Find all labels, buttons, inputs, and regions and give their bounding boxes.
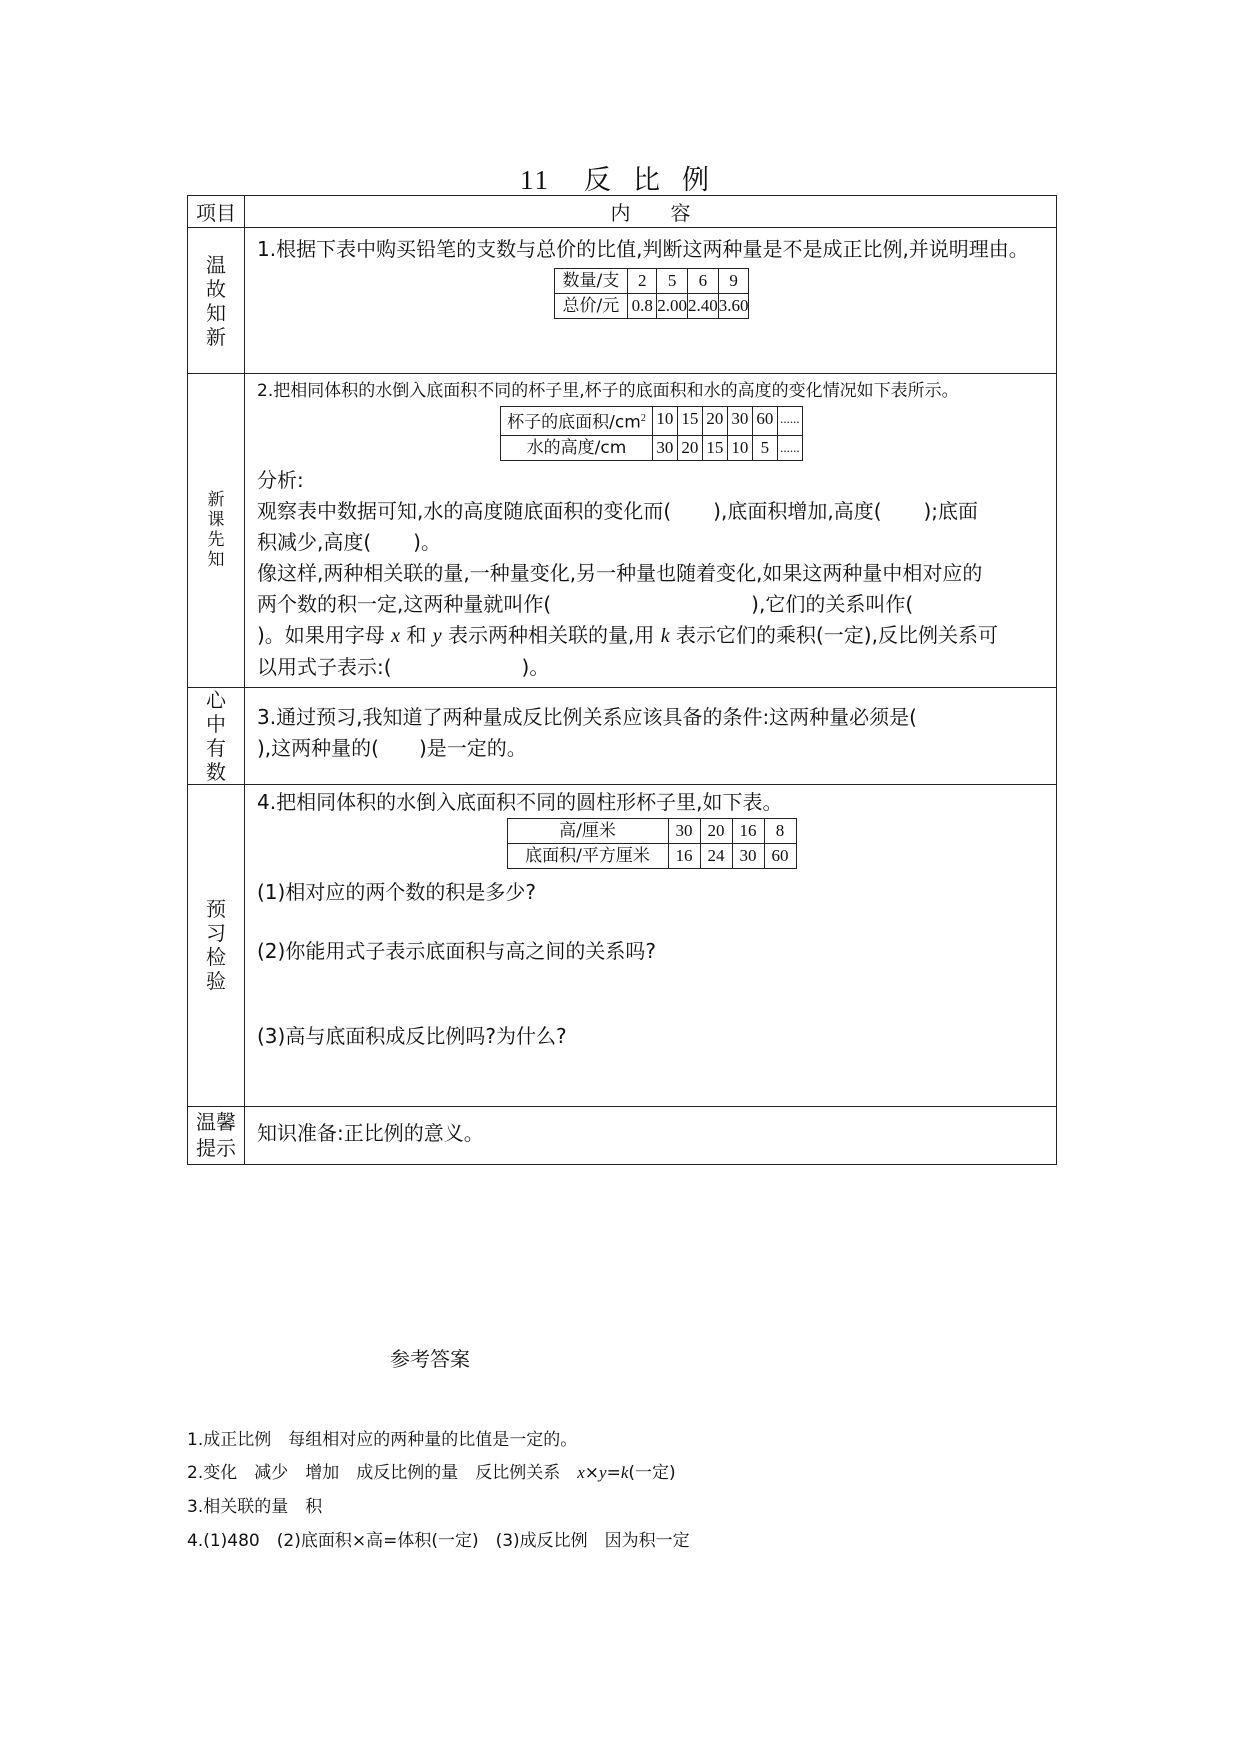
- text-span: )。: [413, 529, 441, 554]
- text-span: 表示两种相关联的量,用: [448, 622, 655, 647]
- height-area-table: [507, 818, 797, 869]
- row-label-text: 杯子的底面积/cm: [507, 412, 641, 433]
- variable-x: x: [577, 1463, 585, 1482]
- section-content-check: [245, 784, 1057, 1106]
- text-span: )。: [521, 654, 550, 679]
- section-label-preview: [188, 374, 245, 688]
- table-cell: 10: [652, 407, 677, 436]
- table-cell: 30: [727, 407, 752, 436]
- answer-4: 4.(1)480 (2)底面积×高=体积(一定) (3)成反比例 因为积一定: [187, 1531, 690, 1551]
- row-label: 水的高度/cm: [501, 435, 653, 460]
- row-label: 总价/元: [554, 294, 628, 319]
- label-char: 故: [206, 276, 226, 301]
- label-char: 预: [206, 897, 226, 922]
- table-cell: 20: [702, 407, 727, 436]
- text-span: )是一定的。: [418, 735, 527, 760]
- table-cell: 16: [732, 818, 764, 843]
- header-item: 项目: [188, 196, 245, 228]
- label-char: 新: [207, 490, 225, 511]
- variable-y: y: [432, 624, 442, 647]
- label-line: 温馨: [196, 1110, 236, 1135]
- text-span: ),这两种量的(: [257, 735, 379, 760]
- row-label: 数量/支: [554, 269, 628, 294]
- section-content-tips: [245, 1106, 1057, 1164]
- label-char: 课: [207, 510, 225, 531]
- text-span: 观察表中数据可知,水的高度随底面积的变化而(: [257, 498, 672, 523]
- section-label-tips: [188, 1106, 245, 1164]
- text-span: 2.变化 减少 增加 成反比例的量 反比例关系: [187, 1463, 578, 1483]
- title-char: 比: [633, 165, 662, 196]
- analysis-line: [257, 496, 1046, 527]
- answer-3: 3.相关联的量 积: [187, 1497, 323, 1517]
- label-char: 验: [206, 969, 226, 994]
- text-span: 以用式子表示:(: [257, 654, 392, 679]
- analysis-line: 像这样,两种相关联的量,一种量变化,另一种量也随着变化,如果这两种量中相对应的: [257, 560, 983, 585]
- question-4-text: 4.把相同体积的水倒入底面积不同的圆柱形杯子里,如下表。: [257, 789, 783, 814]
- title-char: 反: [584, 165, 613, 196]
- table-cell: 30: [732, 843, 764, 868]
- label-char: 习: [206, 921, 226, 946]
- label-line: 提示: [196, 1136, 236, 1161]
- label-char: 有: [206, 735, 226, 760]
- table-cell: 5: [752, 435, 777, 460]
- variable-x: x: [391, 624, 401, 647]
- superscript: 2: [640, 413, 646, 424]
- text-span: )。如果用字母: [257, 622, 385, 647]
- page-title: [0, 158, 1241, 197]
- title-char: 例: [682, 165, 711, 196]
- section-label-summary: [188, 687, 245, 784]
- answer-1: 1.成正比例 每组相对应的两种量的比值是一定的。: [187, 1430, 578, 1450]
- section-content-summary: [245, 687, 1057, 784]
- text-span: 表示它们的乘积(一定),反比例关系可: [676, 622, 998, 647]
- section-label-check: [188, 784, 245, 1106]
- table-cell: 8: [764, 818, 796, 843]
- section-content-preview: [245, 374, 1057, 688]
- table-cell: 9: [718, 269, 749, 294]
- row-label: [501, 407, 653, 436]
- table-cell: 60: [764, 843, 796, 868]
- cup-area-table: [500, 406, 803, 461]
- table-cell: 60: [752, 407, 777, 436]
- text-span: (一定): [628, 1463, 676, 1483]
- analysis-line: [257, 620, 1046, 652]
- label-char: 先: [207, 530, 225, 551]
- text-span: ),它们的关系叫作(: [751, 591, 914, 616]
- variable-k: k: [660, 624, 670, 647]
- label-char: 温: [206, 252, 226, 277]
- table-cell: 20: [677, 435, 702, 460]
- label-char: 中: [206, 711, 226, 736]
- pencil-price-table: [554, 268, 750, 319]
- table-cell: 5: [657, 269, 688, 294]
- times-symbol: ×: [584, 1463, 600, 1483]
- question-4-part-1: (1)相对应的两个数的积是多少?: [257, 879, 536, 904]
- question-1-text: 1.根据下表中购买铅笔的支数与总价的比值,判断这两种量是不是成正比例,并说明理由。: [257, 237, 1029, 261]
- table-cell: 24: [700, 843, 732, 868]
- equals-symbol: =: [606, 1463, 621, 1483]
- label-char: 新: [206, 324, 226, 349]
- table-cell: 6: [687, 269, 718, 294]
- label-char: 知: [207, 550, 225, 571]
- question-3-line: 3.通过预习,我知道了两种量成反比例关系应该具备的条件:这两种量必须是(: [257, 704, 917, 729]
- question-2-text: 2.把相同体积的水倒入底面积不同的杯子里,杯子的底面积和水的高度的变化情况如下表所示。: [257, 381, 959, 401]
- label-char: 心: [206, 687, 226, 712]
- text-span: 和: [406, 622, 427, 647]
- header-content: 内 容: [245, 196, 1057, 228]
- table-cell: 10: [727, 435, 752, 460]
- answers-title: 参考答案: [390, 1347, 470, 1371]
- label-char: 数: [206, 759, 226, 784]
- table-cell: 2.40: [687, 294, 718, 319]
- question-3-line: [257, 733, 1046, 764]
- analysis-line: [257, 589, 1046, 620]
- table-cell: 3.60: [718, 294, 749, 319]
- variable-y: y: [599, 1463, 607, 1482]
- table-cell: 30: [652, 435, 677, 460]
- text-span: 积减少,高度(: [257, 529, 372, 554]
- label-char: 检: [206, 945, 226, 970]
- table-cell: 30: [668, 818, 700, 843]
- text-span: );底面: [923, 498, 979, 523]
- row-label: 底面积/平方厘米: [507, 843, 668, 868]
- table-cell: 20: [700, 818, 732, 843]
- table-cell: 16: [668, 843, 700, 868]
- question-4-part-2: (2)你能用式子表示底面积与高之间的关系吗?: [257, 938, 656, 963]
- table-cell: 2.00: [657, 294, 688, 319]
- tips-text: 知识准备:正比例的意义。: [257, 1120, 484, 1145]
- lesson-number: 11: [520, 165, 550, 195]
- analysis-title: 分析:: [257, 467, 304, 492]
- table-cell: 0.8: [628, 294, 657, 319]
- row-label: 高/厘米: [507, 818, 668, 843]
- worksheet-table: [187, 195, 1057, 1165]
- table-cell: 15: [702, 435, 727, 460]
- text-span: ),底面积增加,高度(: [713, 498, 882, 523]
- text-span: 两个数的积一定,这两种量就叫作(: [257, 591, 552, 616]
- analysis-line: [257, 652, 1046, 683]
- table-cell: ......: [777, 435, 802, 460]
- table-cell: ......: [777, 407, 802, 436]
- variable-k: k: [620, 1463, 629, 1482]
- answer-2: [187, 1458, 676, 1483]
- table-cell: 2: [628, 269, 657, 294]
- question-4-part-3: (3)高与底面积成反比例吗?为什么?: [257, 1023, 567, 1048]
- table-cell: 15: [677, 407, 702, 436]
- section-label-review: [188, 228, 245, 374]
- label-char: 知: [206, 300, 226, 325]
- section-content-review: [245, 228, 1057, 374]
- analysis-line: [257, 527, 1046, 558]
